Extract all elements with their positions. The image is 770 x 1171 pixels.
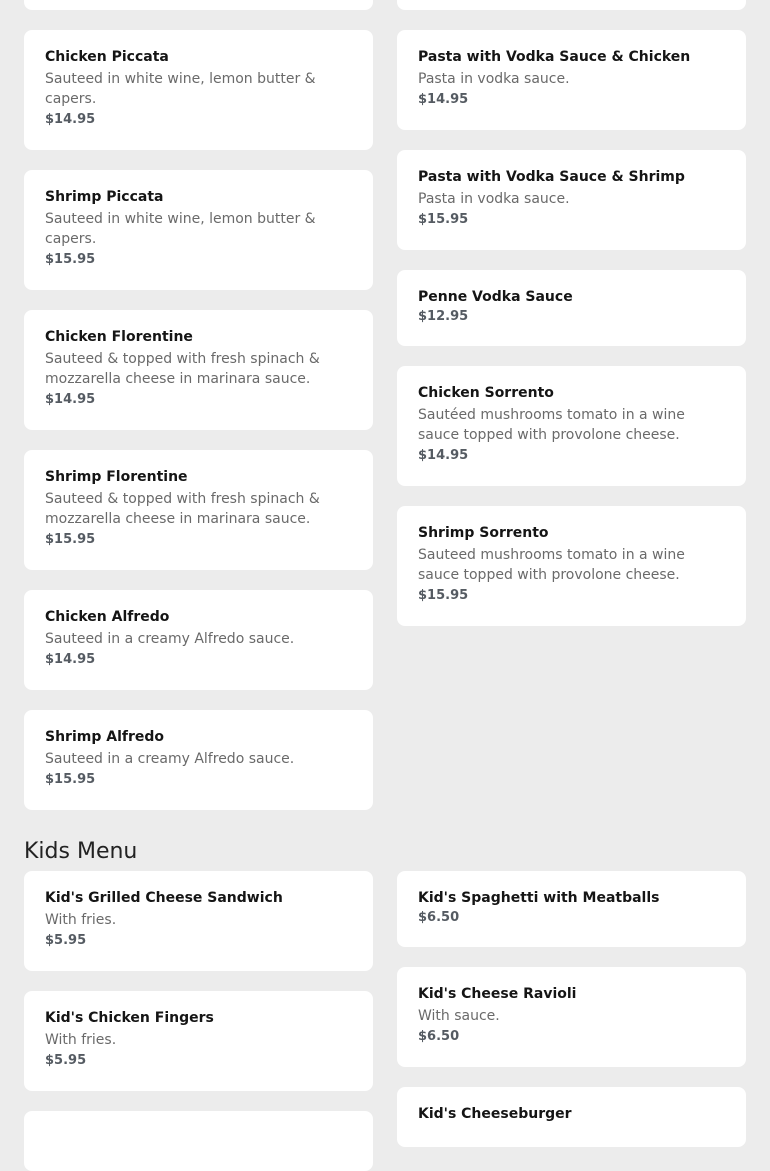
item-description: Sauteed & topped with fresh spinach & mozzarella cheese in marinara sauce. xyxy=(45,351,320,387)
menu-item-card[interactable] xyxy=(24,450,373,570)
item-price: $5.95 xyxy=(45,1053,87,1068)
item-description: Sauteed & topped with fresh spinach & mozzarella cheese in marinara sauce. xyxy=(45,491,320,527)
item-name: Shrimp Alfredo xyxy=(45,729,164,745)
item-name: Penne Vodka Sauce xyxy=(418,289,573,305)
item-name: Shrimp Sorrento xyxy=(418,525,549,541)
item-description: With fries. xyxy=(45,1032,117,1048)
item-name: Kid's Cheeseburger xyxy=(418,1106,572,1122)
item-name: Kid's Spaghetti with Meatballs xyxy=(418,890,660,906)
item-description: Sauteed in a creamy Alfredo sauce. xyxy=(45,631,295,647)
item-description: Sauteed mushrooms tomato in a wine sauce topped with provolone cheese. xyxy=(418,547,685,583)
item-description: With sauce. xyxy=(418,1008,500,1024)
item-description: Sauteed in white wine, lemon butter & capers. xyxy=(45,211,316,247)
item-price: $15.95 xyxy=(45,772,96,787)
item-name: Kid's Grilled Cheese Sandwich xyxy=(45,890,283,906)
item-description: With fries. xyxy=(45,912,117,928)
item-price: $15.95 xyxy=(418,588,469,603)
item-price: $12.95 xyxy=(418,309,469,324)
menu-item-card[interactable] xyxy=(397,871,746,947)
item-name: Pasta with Vodka Sauce & Shrimp xyxy=(418,169,685,185)
item-name: Kid's Chicken Fingers xyxy=(45,1010,214,1026)
menu-item-card[interactable] xyxy=(397,366,746,486)
item-price: $14.95 xyxy=(45,652,96,667)
menu-item-card[interactable] xyxy=(397,30,746,130)
item-description: Sauteed in a creamy Alfredo sauce. xyxy=(45,751,295,767)
item-price: $5.95 xyxy=(45,933,87,948)
item-name: Chicken Piccata xyxy=(45,49,169,65)
menu-item-card[interactable] xyxy=(397,270,746,346)
item-description: Sauteed in white wine, lemon butter & capers. xyxy=(45,71,316,107)
item-price: $15.95 xyxy=(418,212,469,227)
item-name: Shrimp Florentine xyxy=(45,469,188,485)
item-name: Chicken Florentine xyxy=(45,329,193,345)
item-price: $14.95 xyxy=(45,112,96,127)
item-name: Chicken Alfredo xyxy=(45,609,170,625)
item-price: $14.95 xyxy=(45,392,96,407)
menu-item-card[interactable] xyxy=(397,967,746,1067)
menu-item-card[interactable] xyxy=(24,170,373,290)
item-name: Chicken Sorrento xyxy=(418,385,554,401)
menu-item-card[interactable] xyxy=(24,991,373,1091)
item-price: $15.95 xyxy=(45,252,96,267)
menu-item-card[interactable] xyxy=(397,506,746,626)
item-name: Kid's Cheese Ravioli xyxy=(418,986,577,1002)
item-price: $6.50 xyxy=(418,910,460,925)
item-price: $6.50 xyxy=(418,1029,460,1044)
menu-item-card[interactable] xyxy=(24,590,373,690)
section-title-kids-menu: Kids Menu xyxy=(24,839,138,864)
menu-item-card[interactable] xyxy=(397,150,746,250)
menu-item-card[interactable] xyxy=(397,1087,746,1147)
menu-item-card[interactable] xyxy=(24,30,373,150)
item-description: Sautéed mushrooms tomato in a wine sauce topped with provolone cheese. xyxy=(418,407,685,443)
menu-item-card[interactable] xyxy=(24,871,373,971)
menu-item-card[interactable] xyxy=(24,310,373,430)
item-name: Pasta with Vodka Sauce & Chicken xyxy=(418,49,691,65)
item-description: Pasta in vodka sauce. xyxy=(418,191,570,207)
item-price: $14.95 xyxy=(418,448,469,463)
item-description: Pasta in vodka sauce. xyxy=(418,71,570,87)
item-name: Shrimp Piccata xyxy=(45,189,164,205)
item-price: $15.95 xyxy=(45,532,96,547)
menu-item-card-partial[interactable] xyxy=(397,0,746,10)
menu-item-card-partial[interactable] xyxy=(24,0,373,10)
menu-item-card-partial[interactable] xyxy=(24,1111,373,1171)
item-price: $14.95 xyxy=(418,92,469,107)
menu-item-card[interactable] xyxy=(24,710,373,810)
